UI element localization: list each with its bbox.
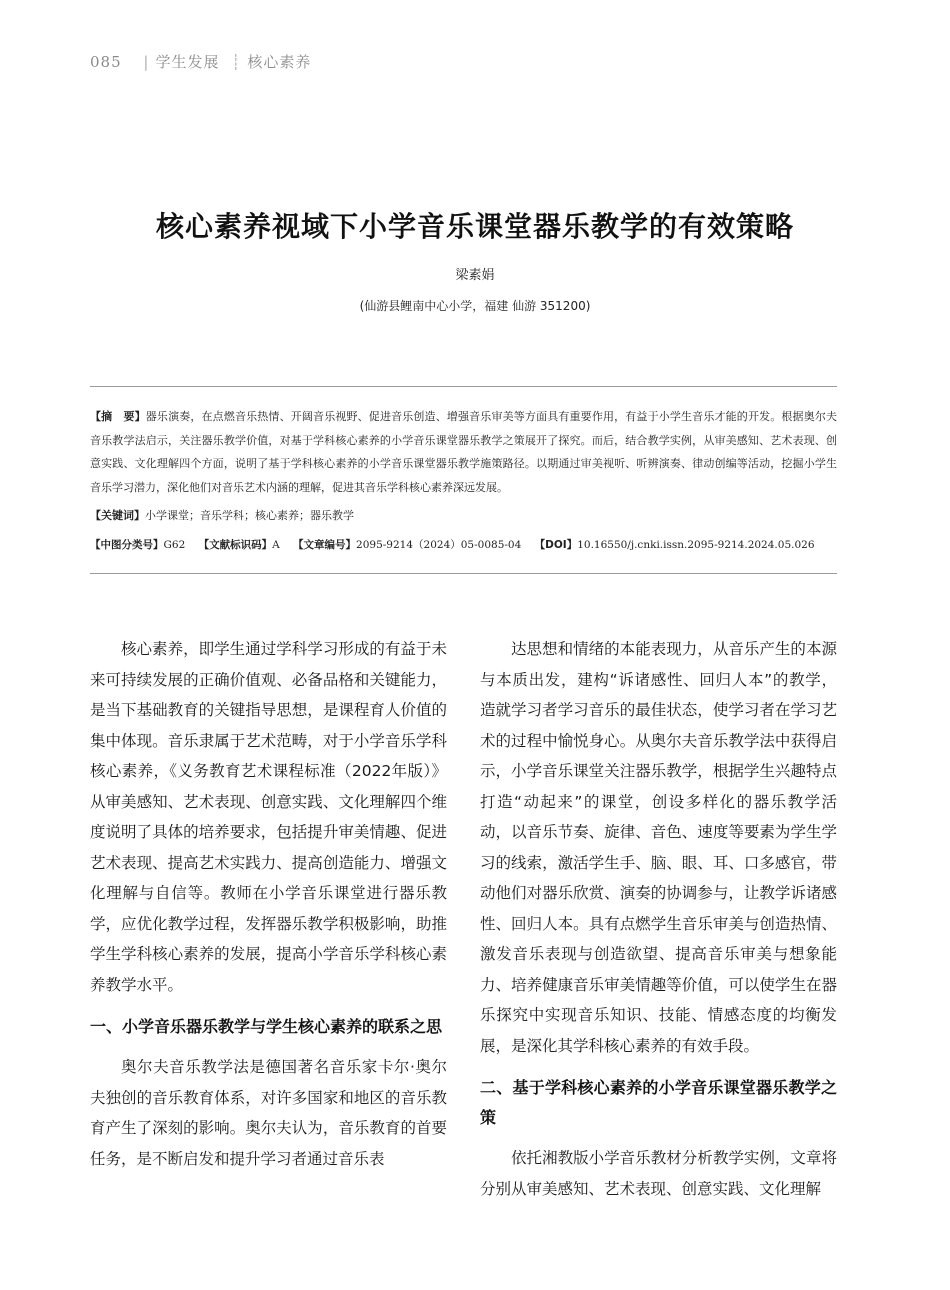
body-column-right <box>480 634 837 1204</box>
body-paragraph: 依托湘教版小学音乐教材分析教学实例，文章将分别从审美感知、艺术表现、创意实践、文化理解 <box>480 1149 837 1198</box>
keywords-text: 小学课堂；音乐学科；核心素养；器乐教学 <box>145 509 354 522</box>
running-header <box>90 51 311 72</box>
section-heading-2: 二、基于学科核心素养的小学音乐课堂器乐教学之策 <box>480 1078 837 1127</box>
article-no-value: 2095-9214（2024）05-0085-04 <box>356 539 522 551</box>
article-no-label: 【文章编号】 <box>293 539 357 551</box>
clc-label: 【中图分类号】 <box>90 539 164 551</box>
abstract-block <box>90 405 837 499</box>
doc-code-label: 【文献标识码】 <box>198 539 273 551</box>
header-divider: | <box>143 53 150 71</box>
body-paragraph: 奥尔夫音乐教学法是德国著名音乐家卡尔·奥尔夫独创的音乐教育体系，对许多国家和地区的音乐教育产生了深刻的影响。奥尔夫认为，音乐教育的首要任务，是不断启发和提升学习者通过音乐表 <box>90 1058 447 1168</box>
section-heading-1: 一、小学音乐器乐教学与学生核心素养的联系之思 <box>90 1017 443 1036</box>
article-title: 核心素养视域下小学音乐课堂器乐教学的有效策略 <box>155 210 794 243</box>
header-dotted-divider: ┊ <box>231 53 242 71</box>
author-affiliation: (仙游县鲤南中心小学，福建 仙游 351200) <box>359 299 591 313</box>
keywords-line <box>90 507 837 523</box>
body-paragraph: 达思想和情绪的本能表现力，从音乐产生的本源与本质出发，建构“诉诸感性、回归人本”的教学，造就学习者学习音乐的最佳状态，使学习者在学习艺术的过程中愉悦身心。从奥尔夫音乐教学法中获得启示，小学音乐课堂关注器乐教学，根据学生兴趣特点打造“动起来”的课堂，创设多样化的器乐教学活动，以音乐节奏、旋律、音色、速度等要素为学生学习的线索，激活学生手、脑、眼、耳、口多感官，带动他们对器乐欣赏、演奏的协调参与，让教学诉诸感性、回归人本。具有点燃学生音乐审美与创造热情、激发音乐表现与创造欲望、提高音乐审美与想象能力、培养健康音乐审美情趣等价值，可以使学生在器乐探究中实现音乐知识、技能、情感态度的均衡发展，是深化其学科核心素养的有效手段。 <box>480 640 837 1055</box>
header-section: 学生发展 <box>155 53 220 71</box>
body-paragraph: 核心素养，即学生通过学科学习形成的有益于未来可持续发展的正确价值观、必备品格和关键能力，是当下基础教育的关键指导思想，是课程育人价值的集中体现。音乐隶属于艺术范畴，对于小学音乐学科核心素养，《义务教育艺术课程标准（2022年版）》从审美感知、艺术表现、创意实践、文化理解四个维度说明了具体的培养要求，包括提升审美情趣、促进艺术表现、提高艺术实践力、提高创造能力、增强文化理解与自信等。教师在小学音乐课堂进行器乐教学，应优化教学过程，发挥器乐教学积极影响，助推学生学科核心素养的发展，提高小学音乐学科核心素养教学水平。 <box>90 640 447 994</box>
author-name: 梁素娟 <box>455 268 495 283</box>
doc-code-value: A <box>272 539 280 551</box>
header-subsection: 核心素养 <box>247 53 312 71</box>
doi-label: 【DOI】 <box>534 539 578 551</box>
top-rule <box>90 386 837 387</box>
body-column-left <box>90 634 447 1174</box>
bottom-rule <box>90 573 837 574</box>
classification-line <box>90 537 850 552</box>
page-number: 085 <box>90 53 122 71</box>
abstract-text: 器乐演奏，在点燃音乐热情、开阔音乐视野、促进音乐创造、增强音乐审美等方面具有重要作用，有益于小学生音乐才能的开发。根据奥尔夫音乐教学法启示，关注器乐教学价值，对基于学科核心素养的小学音乐课堂器乐教学之策展开了探究。而后，结合教学实例，从审美感知、艺术表现、创意实践、文化理解四个方面，说明了基于学科核心素养的小学音乐课堂器乐教学施策路径。以期通过审美视听、听辨演奏、律动创编等活动，挖掘小学生音乐学习潜力，深化他们对音乐艺术内涵的理解，促进其音乐学科核心素养深远发展。 <box>90 410 838 494</box>
clc-value: G62 <box>163 539 186 551</box>
abstract-label: 【摘 要】 <box>90 410 146 423</box>
keywords-label: 【关键词】 <box>90 509 145 522</box>
doi-value: 10.16550/j.cnki.issn.2095-9214.2024.05.026 <box>577 539 815 551</box>
